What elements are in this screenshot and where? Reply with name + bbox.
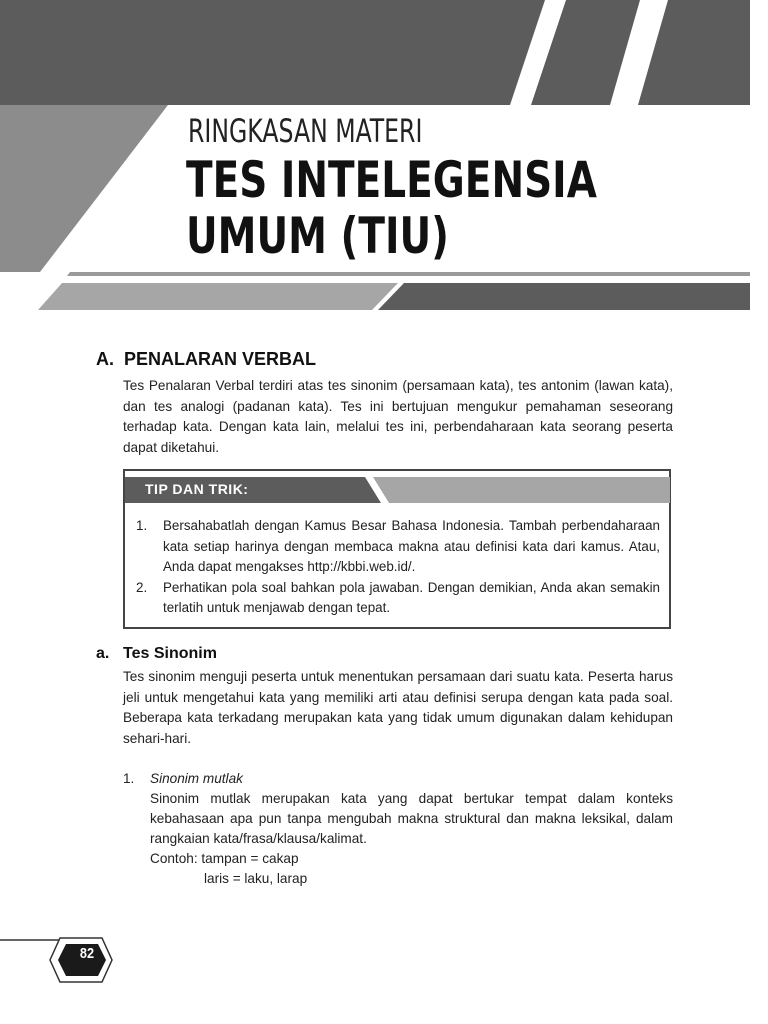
tip-item bbox=[136, 516, 660, 578]
example-2: laris = laku, larap bbox=[204, 871, 308, 886]
subsection-title: Tes Sinonim bbox=[123, 645, 217, 662]
example-label: Contoh: bbox=[150, 851, 198, 866]
tip-item bbox=[136, 578, 660, 619]
numbered-list bbox=[123, 769, 673, 889]
chapter-title bbox=[186, 152, 597, 264]
example-row-1 bbox=[150, 849, 673, 869]
list-item bbox=[150, 769, 673, 889]
tip-label: TIP DAN TRIK: bbox=[145, 481, 249, 497]
subsection-paragraph: Tes sinonim menguji peserta untuk menentukan persamaan dari suatu kata. Peserta harus jeli untuk mengetahui kata yang memiliki arti atau definisi serupa dengan kata pada soal. Beberapa kata terkadang merupakan kata yang tidak umum digunakan dalam kehidupan sehari-hari. bbox=[123, 669, 673, 746]
example-row-2 bbox=[150, 869, 673, 889]
chapter-title-line-1: TES INTELEGENSIA bbox=[186, 151, 597, 209]
tip-item-number: 1. bbox=[136, 518, 148, 533]
chapter-title-line-2: UMUM (TIU) bbox=[186, 207, 449, 265]
tip-item-text: Bersahabatlah dengan Kamus Besar Bahasa Indonesia. Tambah perbendaharaan kata setiap harinya dengan membaca makna atau definisi kata dari kamus. Atau, Anda dapat mengakses http://kbbi.web.id/. bbox=[163, 518, 660, 574]
page-number-badge bbox=[0, 935, 120, 985]
subsection-label: a. bbox=[96, 645, 110, 662]
section-a-paragraph: Tes Penalaran Verbal terdiri atas tes sinonim (persamaan kata), tes antonim (lawan kata), dan tes analogi (padanan kata). Tes ini bertujuan mengukur pemahaman seseorang terhadap kata. Dengan kata lain, melalui tes ini, perbendaharaan kata seorang peserta dapat diketahui. bbox=[123, 378, 673, 455]
example-1: tampan = cakap bbox=[201, 851, 299, 866]
header-rule bbox=[67, 272, 750, 276]
list-item-title: Sinonim mutlak bbox=[150, 771, 243, 786]
chapter-subtitle: RINGKASAN MATERI bbox=[188, 112, 423, 150]
tip-banner-light bbox=[373, 477, 670, 503]
header-left-panel bbox=[0, 105, 168, 272]
section-heading-a: A. PENALARAN VERBAL bbox=[96, 349, 317, 369]
subsection-heading bbox=[96, 645, 217, 663]
list-item-number: 1. bbox=[123, 771, 135, 786]
header-dark-bottom bbox=[378, 283, 750, 310]
header-light-band bbox=[38, 283, 398, 310]
tip-item-number: 2. bbox=[136, 579, 148, 595]
tip-item-text: Perhatikan pola soal bahkan pola jawaban. Dengan demikian, Anda akan semakin terlatih untuk menjawab dengan tepat. bbox=[163, 579, 660, 615]
page-number: 82 bbox=[79, 945, 95, 962]
list-item-text: Sinonim mutlak merupakan kata yang dapat bertukar tempat dalam konteks kebahasaan apa pun tanpa mengubah makna struktural dan makna leksikal, dalam rangkaian kata/frasa/klausa/kalimat. bbox=[150, 791, 673, 846]
tip-list bbox=[136, 516, 660, 619]
